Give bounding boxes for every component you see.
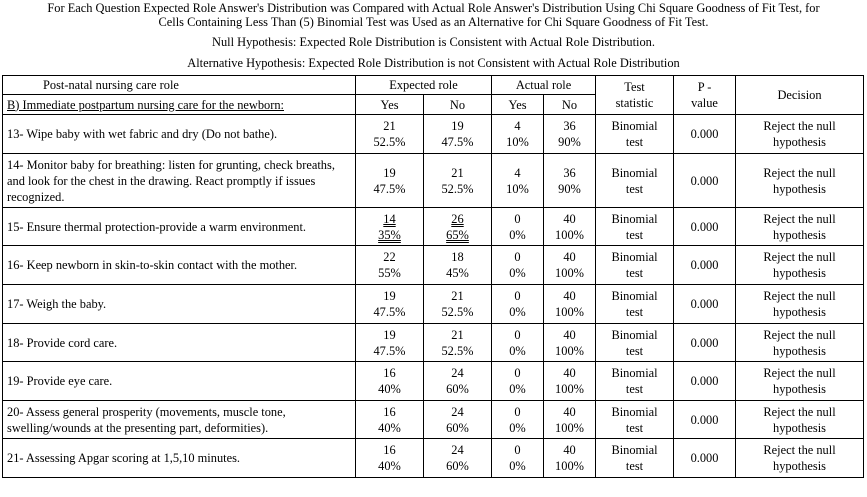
- results-table: [2, 75, 864, 478]
- p-value-cell: 0.000: [674, 362, 736, 401]
- expected-yes-cell: 19 47.5%: [356, 154, 424, 208]
- role-description: 16- Keep newborn in skin-to-skin contact with the mother.: [3, 246, 356, 285]
- p-value-cell: 0.000: [674, 439, 736, 478]
- header-decision: Decision: [736, 76, 864, 115]
- actual-yes-cell: 0 0%: [492, 324, 544, 362]
- decision-cell: Reject the null hypothesis: [736, 285, 864, 324]
- header-test-statistic: Test statistic: [596, 76, 674, 115]
- expected-yes-cell: 19 47.5%: [356, 285, 424, 324]
- role-description: 18- Provide cord care.: [3, 324, 356, 362]
- actual-no-cell: 40 100%: [544, 208, 596, 246]
- actual-no-cell: 40 100%: [544, 324, 596, 362]
- intro-text: [0, 0, 867, 70]
- expected-no-cell: 24 60%: [424, 362, 492, 401]
- test-statistic-cell: Binomial test: [596, 439, 674, 478]
- expected-yes-cell: 19 47.5%: [356, 324, 424, 362]
- expected-yes-cell: 21 52.5%: [356, 115, 424, 154]
- intro-line-1: For Each Question Expected Role Answer's Distribution was Compared with Actual Role Answer's Distribution Using Chi Square Goodness of Fit Test, for: [47, 1, 820, 15]
- actual-yes-cell: 0 0%: [492, 208, 544, 246]
- intro-line-2: Cells Containing Less Than (5) Binomial Test was Used as an Alternative for Chi Square Goodness of Fit Test.: [158, 15, 709, 29]
- expected-yes-cell: 16 40%: [356, 362, 424, 401]
- actual-yes-cell: 0 0%: [492, 439, 544, 478]
- actual-no-cell: 36 90%: [544, 115, 596, 154]
- test-statistic-cell: Binomial test: [596, 246, 674, 285]
- decision-cell: Reject the null hypothesis: [736, 115, 864, 154]
- expected-no-cell: 18 45%: [424, 246, 492, 285]
- expected-yes-cell: 14 35%: [356, 208, 424, 246]
- header-expected-role: Expected role: [356, 76, 492, 95]
- table-row: [3, 115, 864, 154]
- decision-cell: Reject the null hypothesis: [736, 401, 864, 439]
- p-value-cell: 0.000: [674, 208, 736, 246]
- decision-cell: Reject the null hypothesis: [736, 246, 864, 285]
- p-value-cell: 0.000: [674, 324, 736, 362]
- actual-no-cell: 40 100%: [544, 401, 596, 439]
- role-description: 17- Weigh the baby.: [3, 285, 356, 324]
- decision-cell: Reject the null hypothesis: [736, 439, 864, 478]
- header-actual-no: No: [544, 95, 596, 115]
- role-description: 20- Assess general prosperity (movements, muscle tone, swelling/wounds at the presenting part, deformities).: [3, 401, 356, 439]
- section-title: B) Immediate postpartum nursing care for the newborn:: [3, 95, 356, 115]
- table-row: [3, 208, 864, 246]
- expected-no-cell: 26 65%: [424, 208, 492, 246]
- decision-cell: Reject the null hypothesis: [736, 324, 864, 362]
- test-statistic-cell: Binomial test: [596, 154, 674, 208]
- expected-no-cell: 19 47.5%: [424, 115, 492, 154]
- header-actual-role: Actual role: [492, 76, 596, 95]
- role-description: 19- Provide eye care.: [3, 362, 356, 401]
- table-row: [3, 154, 864, 208]
- role-description: 21- Assessing Apgar scoring at 1,5,10 minutes.: [3, 439, 356, 478]
- expected-no-cell: 24 60%: [424, 439, 492, 478]
- p-value-cell: 0.000: [674, 115, 736, 154]
- expected-yes-cell: 16 40%: [356, 401, 424, 439]
- header-expected-no: No: [424, 95, 492, 115]
- test-statistic-cell: Binomial test: [596, 208, 674, 246]
- alternative-hypothesis: Alternative Hypothesis: Expected Role Distribution is not Consistent with Actual Role Distribution: [187, 56, 680, 70]
- actual-yes-cell: 0 0%: [492, 362, 544, 401]
- role-description: 15- Ensure thermal protection-provide a warm environment.: [3, 208, 356, 246]
- p-value-cell: 0.000: [674, 246, 736, 285]
- expected-yes-cell: 16 40%: [356, 439, 424, 478]
- actual-yes-cell: 0 0%: [492, 285, 544, 324]
- header-p-value: P - value: [674, 76, 736, 115]
- test-statistic-cell: Binomial test: [596, 115, 674, 154]
- table-row: [3, 285, 864, 324]
- actual-no-cell: 40 100%: [544, 439, 596, 478]
- p-value-cell: 0.000: [674, 401, 736, 439]
- header-role: Post-natal nursing care role: [3, 76, 356, 95]
- actual-no-cell: 40 100%: [544, 246, 596, 285]
- expected-no-cell: 21 52.5%: [424, 324, 492, 362]
- test-statistic-cell: Binomial test: [596, 362, 674, 401]
- null-hypothesis: Null Hypothesis: Expected Role Distribution is Consistent with Actual Role Distribution.: [212, 35, 655, 49]
- actual-yes-cell: 4 10%: [492, 154, 544, 208]
- role-description: 13- Wipe baby with wet fabric and dry (Do not bathe).: [3, 115, 356, 154]
- expected-no-cell: 21 52.5%: [424, 285, 492, 324]
- actual-no-cell: 40 100%: [544, 285, 596, 324]
- expected-no-cell: 21 52.5%: [424, 154, 492, 208]
- decision-cell: Reject the null hypothesis: [736, 362, 864, 401]
- expected-no-cell: 24 60%: [424, 401, 492, 439]
- header-expected-yes: Yes: [356, 95, 424, 115]
- decision-cell: Reject the null hypothesis: [736, 208, 864, 246]
- actual-no-cell: 36 90%: [544, 154, 596, 208]
- p-value-cell: 0.000: [674, 154, 736, 208]
- test-statistic-cell: Binomial test: [596, 324, 674, 362]
- table-row: [3, 439, 864, 478]
- table-row: [3, 362, 864, 401]
- actual-yes-cell: 0 0%: [492, 246, 544, 285]
- actual-yes-cell: 4 10%: [492, 115, 544, 154]
- header-actual-yes: Yes: [492, 95, 544, 115]
- expected-yes-cell: 22 55%: [356, 246, 424, 285]
- table-row: [3, 246, 864, 285]
- actual-yes-cell: 0 0%: [492, 401, 544, 439]
- actual-no-cell: 40 100%: [544, 362, 596, 401]
- p-value-cell: 0.000: [674, 285, 736, 324]
- table-row: [3, 401, 864, 439]
- decision-cell: Reject the null hypothesis: [736, 154, 864, 208]
- test-statistic-cell: Binomial test: [596, 285, 674, 324]
- role-description: 14- Monitor baby for breathing: listen for grunting, check breaths, and look for the chest in the drawing. React promptly if issues recognized.: [3, 154, 356, 208]
- test-statistic-cell: Binomial test: [596, 401, 674, 439]
- table-row: [3, 324, 864, 362]
